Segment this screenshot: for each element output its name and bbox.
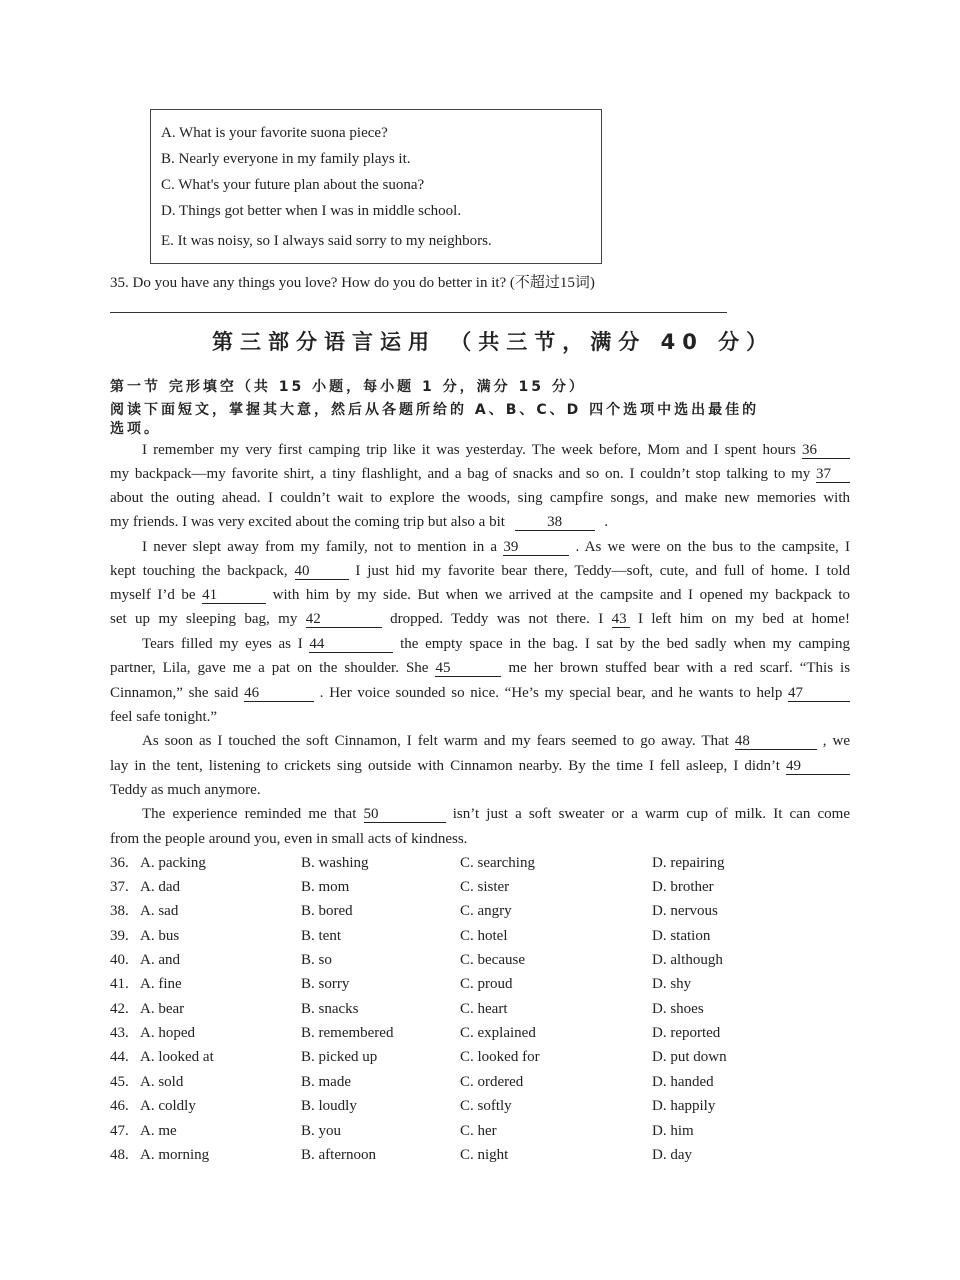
blank-47[interactable]: 47 bbox=[788, 686, 850, 702]
passage-line: feel safe tonight.” bbox=[110, 709, 218, 725]
choice-a[interactable]: A. bus bbox=[140, 928, 180, 944]
choice-c[interactable]: C. sister bbox=[460, 879, 510, 895]
choice-c[interactable]: C. explained bbox=[460, 1025, 536, 1041]
box-option-e: E. It was noisy, so I always said sorry to my neighbors. bbox=[161, 233, 492, 249]
blank-38[interactable]: 38 bbox=[515, 515, 595, 531]
passage-line: partner, Lila, gave me a pat on the shoulder. She 45 me her brown stuffed bear with a red scarf. “This is bbox=[110, 660, 851, 676]
choice-row: 48. A. morning B. afternoon C. night D. day bbox=[110, 1147, 692, 1163]
choice-row: 42. A. bear B. snacks C. heart D. shoes bbox=[110, 1001, 704, 1017]
part-heading: 第三部分语言运用 （共三节，满分 40 分） bbox=[212, 330, 775, 354]
choice-b[interactable]: B. bored bbox=[301, 903, 353, 919]
choice-b[interactable]: B. sorry bbox=[301, 976, 350, 992]
choice-b[interactable]: B. mom bbox=[301, 879, 350, 895]
passage-line: set up my sleeping bag, my 42 dropped. Teddy was not there. I 43 I left him on my bed at home! bbox=[110, 611, 850, 627]
choice-d[interactable]: D. although bbox=[652, 952, 723, 968]
choice-a[interactable]: A. sad bbox=[140, 903, 179, 919]
passage-line: about the outing ahead. I couldn’t wait to explore the woods, sing campfire songs, and make new memories with bbox=[110, 490, 850, 506]
choice-a[interactable]: A. morning bbox=[140, 1147, 210, 1163]
choice-b[interactable]: B. remembered bbox=[301, 1025, 394, 1041]
choice-c[interactable]: C. searching bbox=[460, 855, 535, 871]
choice-d[interactable]: D. shoes bbox=[652, 1001, 704, 1017]
section-title: 第一节 完形填空（共 15 小题，每小题 1 分，满分 15 分） bbox=[110, 379, 586, 395]
choice-row: 38. A. sad B. bored C. angry D. nervous bbox=[110, 903, 718, 919]
passage-line: my friends. I was very excited about the coming trip but also a bit 38 . bbox=[110, 514, 609, 530]
choice-d[interactable]: D. repairing bbox=[652, 855, 725, 871]
blank-49[interactable]: 49 bbox=[786, 759, 850, 775]
box-option-c: C. What's your future plan about the suona? bbox=[161, 177, 425, 193]
question-35: 35. Do you have any things you love? How do you do better in it? (不超过15词) bbox=[110, 275, 595, 291]
passage-line: I remember my very first camping trip like it was yesterday. The week before, Mom and I spent hours 36 bbox=[142, 442, 850, 459]
choice-row: 47. A. me B. you C. her D. him bbox=[110, 1123, 694, 1139]
blank-50[interactable]: 50 bbox=[364, 807, 446, 823]
answer-line[interactable] bbox=[110, 312, 727, 313]
blank-39[interactable]: 39 bbox=[503, 540, 569, 556]
choice-a[interactable]: A. coldly bbox=[140, 1098, 196, 1114]
passage-line: Cinnamon,” she said 46 . Her voice sounded so nice. “He’s my special bear, and he wants to help 47 bbox=[110, 685, 850, 702]
box-option-b: B. Nearly everyone in my family plays it. bbox=[161, 151, 411, 167]
choice-d[interactable]: D. brother bbox=[652, 879, 714, 895]
choice-a[interactable]: A. sold bbox=[140, 1074, 184, 1090]
choice-b[interactable]: B. you bbox=[301, 1123, 342, 1139]
choice-c[interactable]: C. because bbox=[460, 952, 525, 968]
blank-37[interactable]: 37 bbox=[816, 467, 850, 483]
choice-d[interactable]: D. happily bbox=[652, 1098, 716, 1114]
choice-b[interactable]: B. washing bbox=[301, 855, 369, 871]
passage-line: Tears filled my eyes as I 44 the empty space in the bag. I sat by the bed sadly when my camping bbox=[142, 636, 851, 652]
choice-b[interactable]: B. afternoon bbox=[301, 1147, 376, 1163]
choice-a[interactable]: A. me bbox=[140, 1123, 177, 1139]
blank-44[interactable]: 44 bbox=[309, 637, 393, 653]
choice-a[interactable]: A. hoped bbox=[140, 1025, 195, 1041]
choice-d[interactable]: D. shy bbox=[652, 976, 692, 992]
passage-line: The experience reminded me that 50 isn’t just a soft sweater or a warm cup of milk. It can come bbox=[142, 806, 850, 822]
choice-a[interactable]: A. dad bbox=[140, 879, 180, 895]
choice-a[interactable]: A. and bbox=[140, 952, 180, 968]
blank-40[interactable]: 40 bbox=[295, 564, 349, 580]
choice-row: 39. A. bus B. tent C. hotel D. station bbox=[110, 928, 711, 944]
blank-36[interactable]: 36 bbox=[802, 443, 850, 459]
choice-c[interactable]: C. proud bbox=[460, 976, 513, 992]
choice-b[interactable]: B. made bbox=[301, 1074, 351, 1090]
blank-43[interactable]: 43 bbox=[612, 612, 630, 628]
choice-c[interactable]: C. hotel bbox=[460, 928, 508, 944]
choice-c[interactable]: C. ordered bbox=[460, 1074, 524, 1090]
choice-c[interactable]: C. softly bbox=[460, 1098, 512, 1114]
instructions-line-1: 阅读下面短文，掌握其大意，然后从各题所给的 A、B、C、D 四个选项中选出最佳的 bbox=[110, 402, 760, 418]
choice-a[interactable]: A. fine bbox=[140, 976, 182, 992]
choice-row: 40. A. and B. so C. because D. although bbox=[110, 952, 723, 968]
choice-d[interactable]: D. station bbox=[652, 928, 711, 944]
passage-line: myself I’d be 41 with him by my side. But when we arrived at the campsite and I opened my backpack to bbox=[110, 587, 850, 603]
instructions-line-2: 选项。 bbox=[110, 421, 161, 437]
choice-c[interactable]: C. looked for bbox=[460, 1049, 540, 1065]
choice-b[interactable]: B. snacks bbox=[301, 1001, 359, 1017]
choice-d[interactable]: D. reported bbox=[652, 1025, 721, 1041]
blank-46[interactable]: 46 bbox=[244, 686, 314, 702]
choice-b[interactable]: B. tent bbox=[301, 928, 341, 944]
choice-d[interactable]: D. him bbox=[652, 1123, 694, 1139]
choice-c[interactable]: C. night bbox=[460, 1147, 509, 1163]
blank-41[interactable]: 41 bbox=[202, 588, 266, 604]
choice-a[interactable]: A. packing bbox=[140, 855, 206, 871]
blank-45[interactable]: 45 bbox=[435, 661, 501, 677]
choice-row: 36. A. packing B. washing C. searching D. repairing bbox=[110, 855, 725, 871]
choice-row: 43. A. hoped B. remembered C. explained D. reported bbox=[110, 1025, 721, 1041]
choice-b[interactable]: B. loudly bbox=[301, 1098, 357, 1114]
choice-row: 41. A. fine B. sorry C. proud D. shy bbox=[110, 976, 692, 992]
choice-row: 45. A. sold B. made C. ordered D. handed bbox=[110, 1074, 714, 1090]
choice-row: 44. A. looked at B. picked up C. looked for D. put down bbox=[110, 1049, 727, 1065]
passage-line: As soon as I touched the soft Cinnamon, I felt warm and my fears seemed to go away. That 48 , we bbox=[142, 733, 850, 749]
choice-a[interactable]: A. bear bbox=[140, 1001, 185, 1017]
choice-d[interactable]: D. day bbox=[652, 1147, 692, 1163]
passage-line: from the people around you, even in small acts of kindness. bbox=[110, 831, 468, 847]
passage-line: I never slept away from my family, not to mention in a 39 . As we were on the bus to the campsite, I bbox=[142, 539, 850, 555]
choice-d[interactable]: D. nervous bbox=[652, 903, 718, 919]
passage-line: lay in the tent, listening to crickets sing outside with Cinnamon nearby. By the time I fell asleep, I didn’t 49 bbox=[110, 758, 850, 775]
choice-row: 46. A. coldly B. loudly C. softly D. happily bbox=[110, 1098, 716, 1114]
choice-b[interactable]: B. so bbox=[301, 952, 332, 968]
choice-c[interactable]: C. angry bbox=[460, 903, 512, 919]
choice-d[interactable]: D. put down bbox=[652, 1049, 727, 1065]
blank-48[interactable]: 48 bbox=[735, 734, 817, 750]
passage-line: Teddy as much anymore. bbox=[110, 782, 261, 798]
choice-c[interactable]: C. heart bbox=[460, 1001, 508, 1017]
choice-row: 37. A. dad B. mom C. sister D. brother bbox=[110, 879, 714, 895]
box-option-a: A. What is your favorite suona piece? bbox=[161, 125, 388, 141]
choice-a[interactable]: A. looked at bbox=[140, 1049, 214, 1065]
passage-line: kept touching the backpack, 40 I just hid my favorite bear there, Teddy—soft, cute, and full of home. I told bbox=[110, 563, 851, 579]
choice-b[interactable]: B. picked up bbox=[301, 1049, 378, 1065]
choice-c[interactable]: C. her bbox=[460, 1123, 497, 1139]
passage-line: my backpack—my favorite shirt, a tiny flashlight, and a bag of snacks and so on. I couldn’t stop talking to my 37 bbox=[110, 466, 850, 483]
blank-42[interactable]: 42 bbox=[306, 612, 382, 628]
choice-d[interactable]: D. handed bbox=[652, 1074, 714, 1090]
box-option-d: D. Things got better when I was in middle school. bbox=[161, 203, 462, 219]
